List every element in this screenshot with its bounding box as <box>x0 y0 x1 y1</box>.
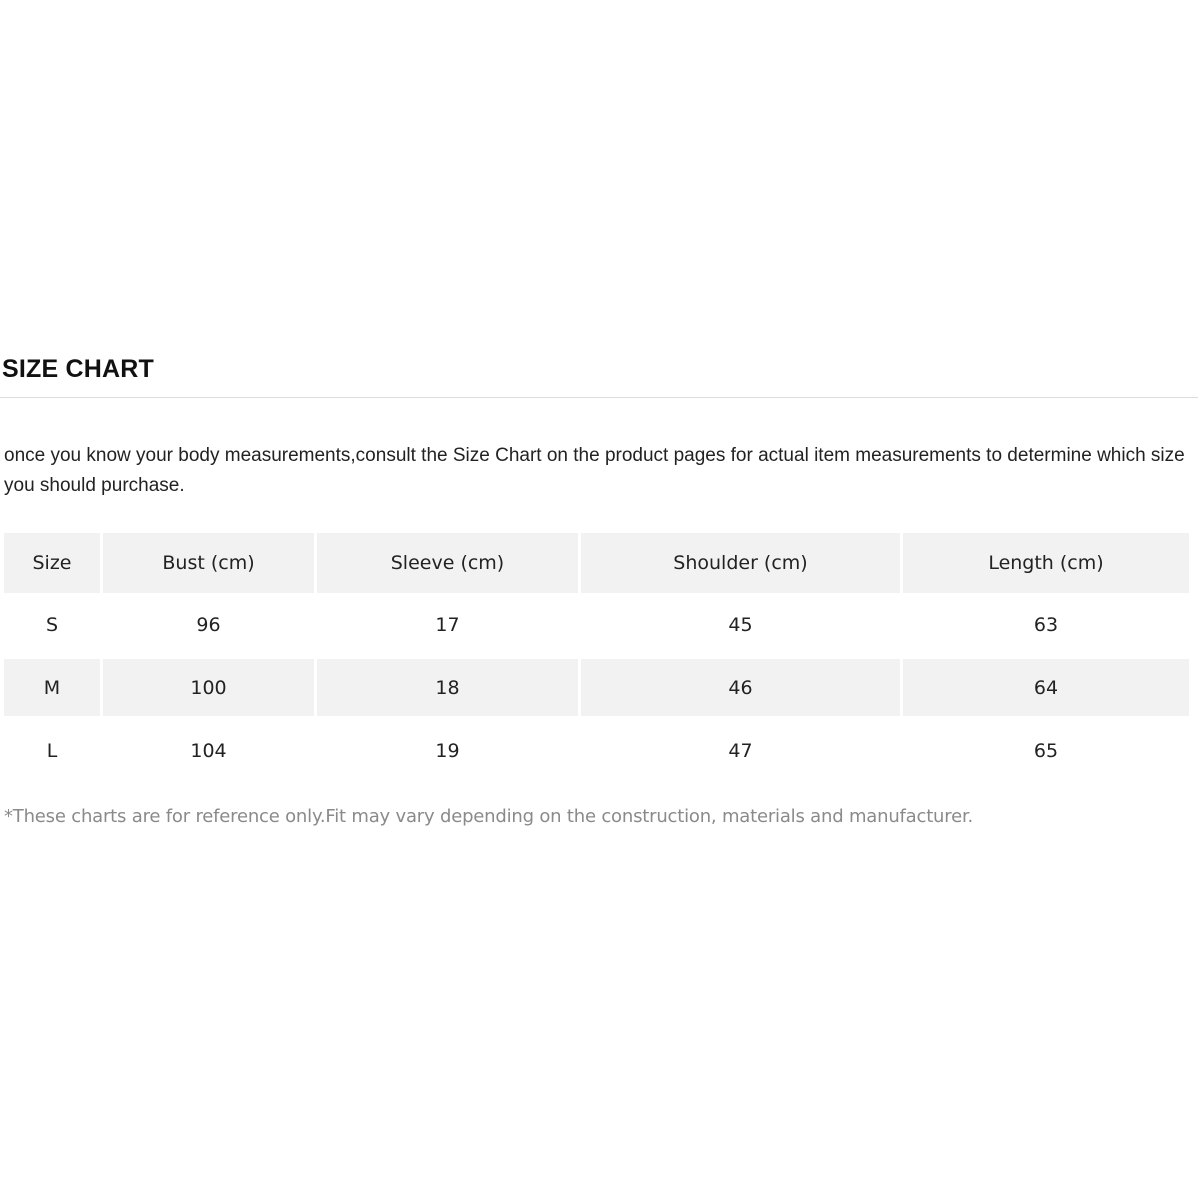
cell-sleeve: 19 <box>314 719 578 782</box>
cell-length: 64 <box>900 656 1189 719</box>
cell-bust: 104 <box>100 719 314 782</box>
table-header-row <box>4 533 1189 593</box>
reference-note: *These charts are for reference only.Fit may vary depending on the construction, materials and manufacturer. <box>4 806 974 827</box>
cell-size: L <box>46 739 58 762</box>
cell-size: S <box>45 613 59 636</box>
cell-shoulder: 46 <box>578 656 900 719</box>
header-shoulder: Shoulder (cm) <box>578 533 900 593</box>
header-bust: Bust (cm) <box>100 533 314 593</box>
cell-shoulder: 45 <box>578 593 900 656</box>
cell-bust: 100 <box>100 656 314 719</box>
cell-length: 65 <box>900 719 1189 782</box>
cell-bust: 96 <box>100 593 314 656</box>
cell-shoulder: 47 <box>578 719 900 782</box>
table-row-s <box>4 593 1189 656</box>
cell-sleeve: 18 <box>314 656 578 719</box>
size-chart-table <box>4 533 1189 782</box>
cell-sleeve: 17 <box>314 593 578 656</box>
page-title: SIZE CHART <box>2 355 154 383</box>
table-row-l <box>4 719 1189 782</box>
title-divider <box>0 397 1198 398</box>
table-row-m <box>4 656 1189 719</box>
cell-size: M <box>4 656 100 719</box>
cell-length: 63 <box>900 593 1189 656</box>
header-sleeve: Sleeve (cm) <box>314 533 578 593</box>
intro-text: once you know your body measurements,consult the Size Chart on the product pages for actual item measurements to determine which size you should purchase. <box>4 445 1185 496</box>
header-length: Length (cm) <box>900 533 1189 593</box>
header-size: Size <box>4 533 100 593</box>
